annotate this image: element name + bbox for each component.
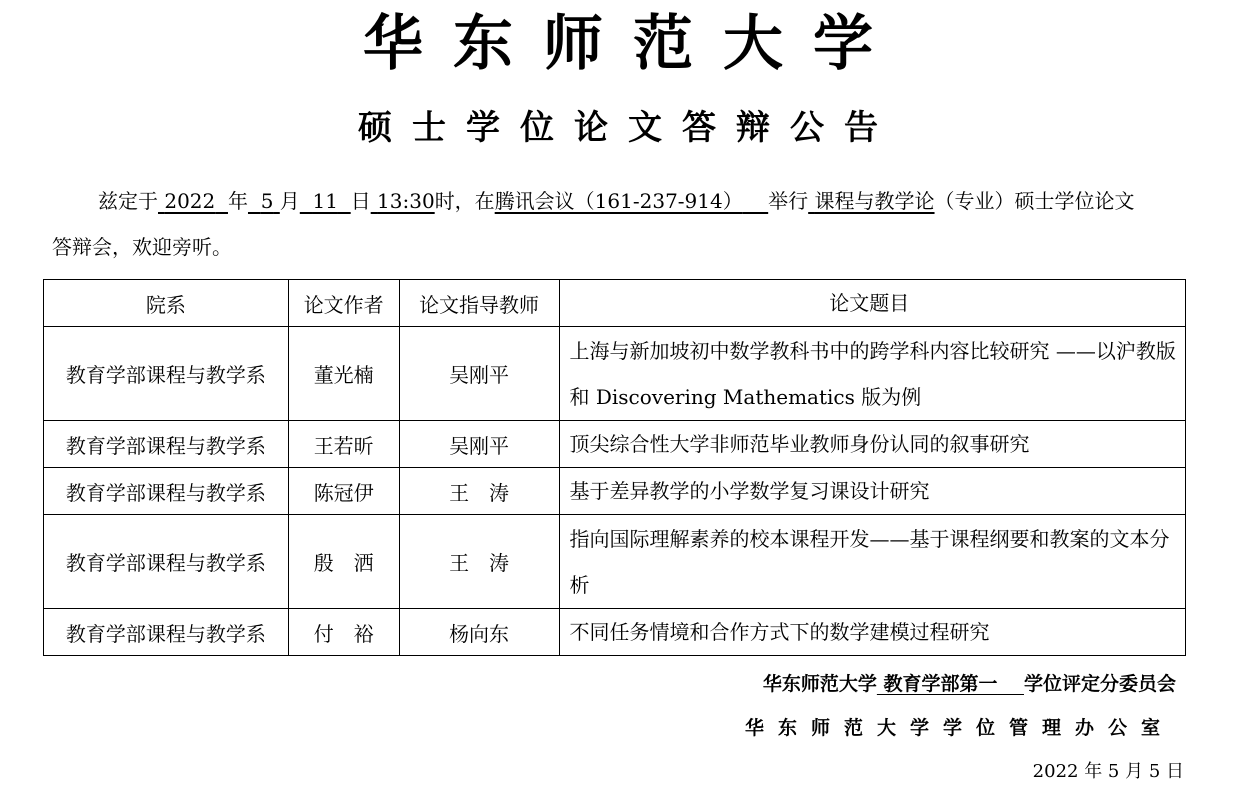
notice-major-suffix: （专业）硕士学位论文 xyxy=(934,189,1135,213)
committee-suffix: 学位评定分委员会 xyxy=(1023,673,1176,695)
row-author: 付 裕 xyxy=(288,609,399,656)
notice-location: 腾讯会议（161-237-914） xyxy=(494,189,743,213)
table-row xyxy=(44,609,1186,656)
row-advisor: 杨向东 xyxy=(399,609,559,656)
header-advisor: 论文指导教师 xyxy=(399,280,559,327)
table-row xyxy=(44,515,1186,609)
notice-paragraph xyxy=(52,178,1192,270)
university-title: 华东师范大学 xyxy=(363,9,903,79)
notice-month: 5 xyxy=(260,189,274,213)
row-department: 教育学部课程与教学系 xyxy=(44,515,289,609)
row-department: 教育学部课程与教学系 xyxy=(44,421,289,468)
notice-year: 2022 xyxy=(164,189,216,213)
table-row xyxy=(44,421,1186,468)
row-advisor: 王 涛 xyxy=(399,468,559,515)
row-author: 陈冠伊 xyxy=(288,468,399,515)
notice-time: 13:30 xyxy=(377,189,435,213)
row-thesis-title: 顶尖综合性大学非师范毕业教师身份认同的叙事研究 xyxy=(559,421,1186,468)
row-thesis-title: 上海与新加坡初中数学教科书中的跨学科内容比较研究 ——以沪教版和 Discovering Mathematics 版为例 xyxy=(559,327,1186,421)
committee-prefix: 华东师范大学 xyxy=(762,673,877,695)
table-header-row xyxy=(44,280,1186,327)
row-advisor: 王 涛 xyxy=(399,515,559,609)
row-advisor: 吴刚平 xyxy=(399,421,559,468)
header-author: 论文作者 xyxy=(288,280,399,327)
notice-line-2: 答辩会，欢迎旁听。 xyxy=(52,235,232,259)
office-signature: 华东师范大学学位管理办公室 xyxy=(744,717,1174,739)
notice-major: 课程与教学论 xyxy=(814,189,935,213)
header-thesis-title: 论文题目 xyxy=(559,280,1186,327)
notice-hold: 举行 xyxy=(768,189,809,213)
row-author: 王若昕 xyxy=(288,421,399,468)
notice-day: 11 xyxy=(312,189,338,213)
notice-year-unit: 年 xyxy=(227,189,248,213)
row-advisor: 吴刚平 xyxy=(399,327,559,421)
row-thesis-title: 不同任务情境和合作方式下的数学建模过程研究 xyxy=(559,609,1186,656)
table-row xyxy=(44,468,1186,515)
header-department: 院系 xyxy=(44,280,289,327)
committee-name: 教育学部第一 xyxy=(883,673,998,695)
notice-date: 2022 年 5 月 5 日 xyxy=(1032,761,1184,782)
notice-day-unit: 日 xyxy=(350,189,371,213)
notice-prefix: 兹定于 xyxy=(98,189,158,213)
row-author: 董光楠 xyxy=(288,327,399,421)
row-department: 教育学部课程与教学系 xyxy=(44,468,289,515)
defense-table xyxy=(43,279,1186,656)
table-row xyxy=(44,327,1186,421)
notice-line-1 xyxy=(52,178,1192,224)
row-author: 殷 洒 xyxy=(288,515,399,609)
row-department: 教育学部课程与教学系 xyxy=(44,609,289,656)
notice-month-unit: 月 xyxy=(279,189,300,213)
row-department: 教育学部课程与教学系 xyxy=(44,327,289,421)
committee-signature xyxy=(763,664,1176,704)
row-thesis-title: 指向国际理解素养的校本课程开发——基于课程纲要和教案的文本分析 xyxy=(559,515,1186,609)
row-thesis-title: 基于差异教学的小学数学复习课设计研究 xyxy=(559,468,1186,515)
notice-title: 硕士学位论文答辩公告 xyxy=(358,108,898,148)
notice-time-suffix: 时，在 xyxy=(434,189,495,213)
